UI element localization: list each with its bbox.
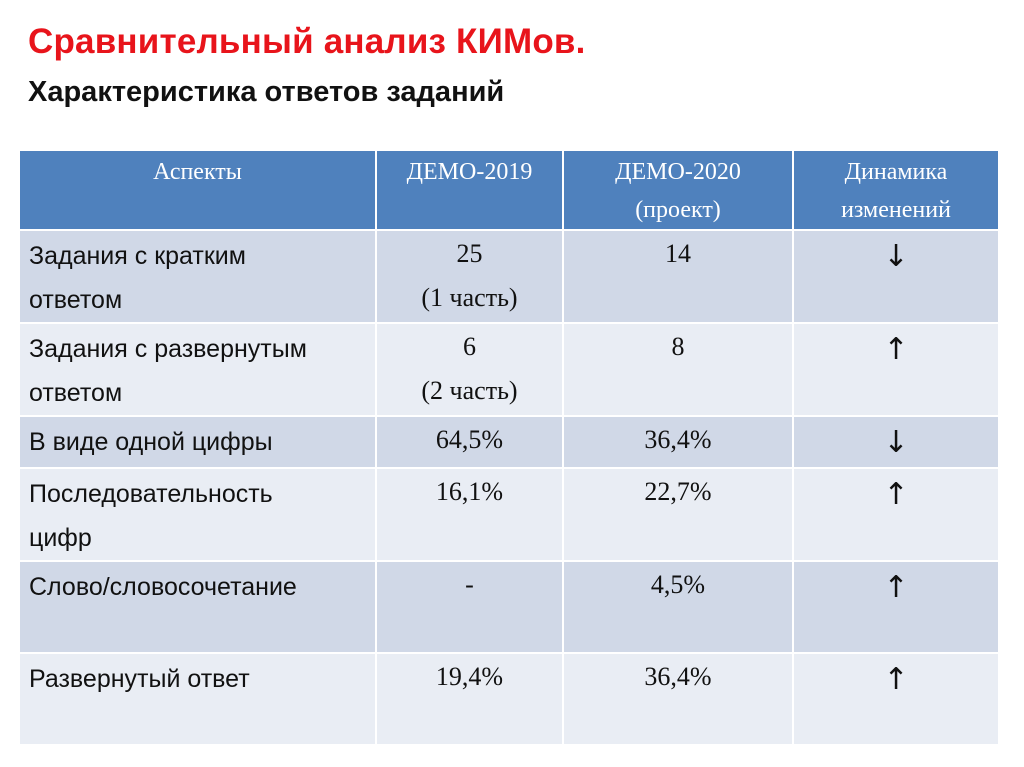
demo-2019-cell	[376, 230, 563, 323]
table-row	[19, 416, 999, 468]
demo-2020-value: 14	[665, 239, 691, 268]
demo-2020-cell	[563, 323, 793, 416]
header-demo-2020-line-2: (проект)	[635, 197, 721, 223]
header-row	[19, 150, 999, 230]
header-demo-2019	[376, 150, 563, 230]
demo-2020-cell	[563, 468, 793, 561]
table-row	[19, 468, 999, 561]
aspect-cell	[19, 230, 376, 323]
header-dynamics	[793, 150, 999, 230]
table-row	[19, 230, 999, 323]
aspect-cell	[19, 468, 376, 561]
comparison-table	[18, 149, 1000, 746]
arrow-down-icon: ↓	[883, 425, 909, 460]
header-demo-2019-line: ДЕМО-2019	[406, 159, 533, 185]
header-aspects-line: Аспекты	[153, 159, 242, 185]
demo-2020-cell	[563, 230, 793, 323]
aspect-text: Развернутый ответ	[29, 665, 250, 693]
aspect-cell	[19, 323, 376, 416]
demo-2020-value: 4,5%	[650, 570, 706, 599]
dynamics-cell	[793, 468, 999, 561]
aspect-cell	[19, 416, 376, 468]
arrow-up-icon: ↑	[883, 662, 909, 697]
dynamics-cell	[793, 561, 999, 653]
demo-2019-value: 19,4%	[435, 662, 504, 691]
demo-2020-value: 8	[671, 332, 685, 361]
dynamics-cell	[793, 230, 999, 323]
table-row	[19, 561, 999, 653]
aspect-cell	[19, 561, 376, 653]
dynamics-cell	[793, 323, 999, 416]
arrow-up-icon: ↑	[883, 570, 909, 605]
header-dynamics-line-1: Динамика	[844, 159, 948, 185]
demo-2019-cell	[376, 323, 563, 416]
aspect-text: Последовательность	[29, 480, 273, 508]
demo-2020-value: 36,4%	[644, 662, 712, 691]
demo-2020-cell	[563, 653, 793, 745]
aspect-text: ответом	[29, 286, 123, 314]
demo-2019-value: -	[465, 570, 474, 599]
demo-2020-value: 36,4%	[644, 425, 712, 454]
demo-2019-value: 64,5%	[435, 425, 504, 454]
dynamics-cell	[793, 653, 999, 745]
arrow-up-icon: ↑	[883, 332, 909, 367]
demo-2019-value: 16,1%	[435, 477, 504, 506]
header-demo-2020-line-1: ДЕМО-2020	[615, 159, 741, 185]
demo-2020-cell	[563, 561, 793, 653]
demo-2019-note: (2 часть)	[421, 376, 518, 405]
table-header	[19, 150, 999, 230]
table-row	[19, 653, 999, 745]
header-dynamics-line-2: изменений	[841, 197, 951, 223]
aspect-text: В виде одной цифры	[29, 428, 273, 456]
table-row	[19, 323, 999, 416]
aspect-text: Задания с кратким	[29, 242, 246, 270]
aspect-text: Слово/словосочетание	[29, 573, 297, 601]
demo-2020-cell	[563, 416, 793, 468]
slide-title: Сравнительный анализ КИМов.	[28, 22, 586, 61]
demo-2019-value: 25	[456, 239, 483, 268]
aspect-text: ответом	[29, 379, 123, 407]
arrow-up-icon: ↑	[883, 477, 909, 512]
demo-2019-cell	[376, 653, 563, 745]
header-aspects	[19, 150, 376, 230]
header-demo-2020	[563, 150, 793, 230]
dynamics-cell	[793, 416, 999, 468]
demo-2019-value: 6	[463, 332, 476, 361]
aspect-text: Задания с развернутым	[29, 335, 307, 363]
demo-2020-value: 22,7%	[644, 477, 712, 506]
table-body	[19, 230, 999, 745]
demo-2019-note: (1 часть)	[421, 283, 518, 312]
slide-subtitle: Характеристика ответов заданий	[28, 76, 505, 108]
demo-2019-cell	[376, 468, 563, 561]
demo-2019-cell	[376, 416, 563, 468]
arrow-down-icon: ↓	[883, 239, 909, 274]
aspect-text: цифр	[29, 524, 92, 552]
aspect-cell	[19, 653, 376, 745]
demo-2019-cell	[376, 561, 563, 653]
